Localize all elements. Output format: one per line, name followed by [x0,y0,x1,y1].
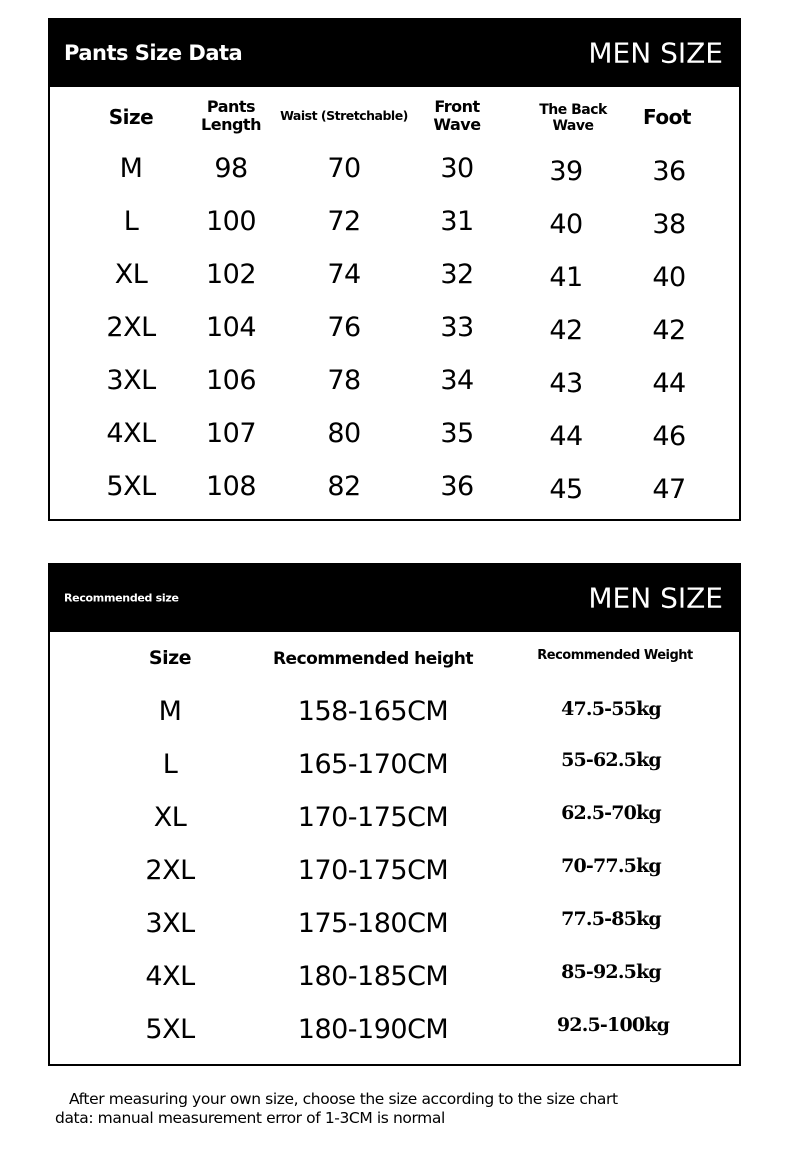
pants-cell: 46 [652,421,686,452]
col-head-pants-length-l1: Pants [206,97,256,116]
pants-cell: 104 [205,312,257,343]
pants-cell: 98 [214,153,248,184]
pants-cell: 70 [327,153,361,184]
recommend-cell-weight: 70-77.5kg [561,855,661,877]
pants-cell: 38 [652,209,686,240]
recommend-cell-weight: 77.5-85kg [561,908,661,930]
recommend-cell-weight: 55-62.5kg [561,749,661,771]
col-head-waist-label: Waist (Stretchable) [280,108,408,123]
pants-cell: 78 [327,365,361,396]
col-head-foot-label: Foot [643,105,691,129]
pants-cell: 44 [549,421,583,452]
recommend-cell-size: XL [153,802,187,833]
pants-cell: 108 [205,471,257,502]
col-head-size: Size [148,647,192,669]
pants-cell: 3XL [106,365,156,396]
pants-cell: 5XL [106,471,156,502]
recommend-cell-height: 165-170CM [297,749,449,780]
col-head-size-label: Size [108,105,154,129]
pants-cell: 107 [205,418,257,449]
pants-cell: 42 [549,315,583,346]
measurement-footnote [55,1090,735,1128]
pants-cell: 74 [327,259,361,290]
recommend-table-title: Recommended size [64,591,179,604]
pants-cell: 106 [205,365,257,396]
recommend-cell-height: 175-180CM [297,908,449,939]
recommend-cell-height: 170-175CM [297,855,449,886]
pants-cell: M [119,153,143,184]
recommend-cell-weight: 85-92.5kg [561,961,661,983]
pants-cell: XL [114,259,148,290]
pants-cell: 36 [652,156,686,187]
pants-cell: 42 [652,315,686,346]
recommend-table-brand: MEN SIZE [588,581,723,614]
recommend-cell-size: L [162,749,178,780]
pants-cell: 47 [652,474,686,505]
recommend-table-header [48,563,741,632]
recommend-cell-weight: 62.5-70kg [561,802,661,824]
recommend-cell-weight: 47.5-55kg [561,698,661,720]
pants-size-table [48,18,741,521]
recommended-size-table [48,563,741,1066]
pants-cell: 102 [205,259,257,290]
recommend-cell-weight: 92.5-100kg [556,1014,670,1036]
col-head-front-wave-l1: Front [434,97,480,116]
pants-cell: 33 [440,312,474,343]
pants-cell: 82 [327,471,361,502]
col-head-pants-length-l2: Length [201,115,261,135]
pants-cell: 35 [440,418,474,449]
pants-cell: 31 [440,206,474,237]
pants-cell: 80 [327,418,361,449]
pants-cell: 36 [440,471,474,502]
pants-cell: 4XL [106,418,156,449]
pants-cell: 32 [440,259,474,290]
recommend-cell-height: 180-185CM [297,961,449,992]
recommend-cell-height: 158-165CM [297,696,449,727]
pants-cell: L [123,206,139,237]
recommend-cell-size: 2XL [145,855,195,886]
col-head-recommended-height: Recommended height [272,649,474,669]
col-head-size [109,106,153,129]
col-head-foot [643,106,691,129]
pants-cell: 34 [440,365,474,396]
footnote-line-2: data: manual measurement error of 1-3CM is normal [55,1109,445,1127]
pants-table-brand: MEN SIZE [588,36,723,69]
col-head-waist [280,109,408,123]
pants-cell: 30 [440,153,474,184]
col-head-back-wave-l2: Wave [552,118,594,135]
footnote-line-1: After measuring your own size, choose the size according to the size chart [69,1090,618,1108]
recommend-cell-size: 4XL [145,961,195,992]
pants-cell: 44 [652,368,686,399]
recommend-cell-height: 170-175CM [297,802,449,833]
col-head-recommended-weight: Recommended Weight [537,648,693,663]
pants-cell: 40 [549,209,583,240]
pants-cell: 72 [327,206,361,237]
recommend-cell-size: M [158,696,182,727]
col-head-back-wave [539,102,607,134]
pants-cell: 45 [549,474,583,505]
pants-cell: 76 [327,312,361,343]
col-head-front-wave-l2: Wave [433,115,481,135]
pants-cell: 43 [549,368,583,399]
col-head-pants-length [201,98,261,135]
recommend-cell-height: 180-190CM [297,1014,449,1045]
pants-cell: 2XL [106,312,156,343]
recommend-cell-size: 5XL [145,1014,195,1045]
pants-cell: 41 [549,262,583,293]
pants-table-title: Pants Size Data [64,40,243,65]
pants-cell: 40 [652,262,686,293]
pants-cell: 39 [549,156,583,187]
recommend-cell-size: 3XL [145,908,195,939]
col-head-front-wave [433,98,480,135]
pants-table-header [48,18,741,87]
pants-cell: 100 [205,206,257,237]
col-head-back-wave-l1: The Back [539,102,607,118]
